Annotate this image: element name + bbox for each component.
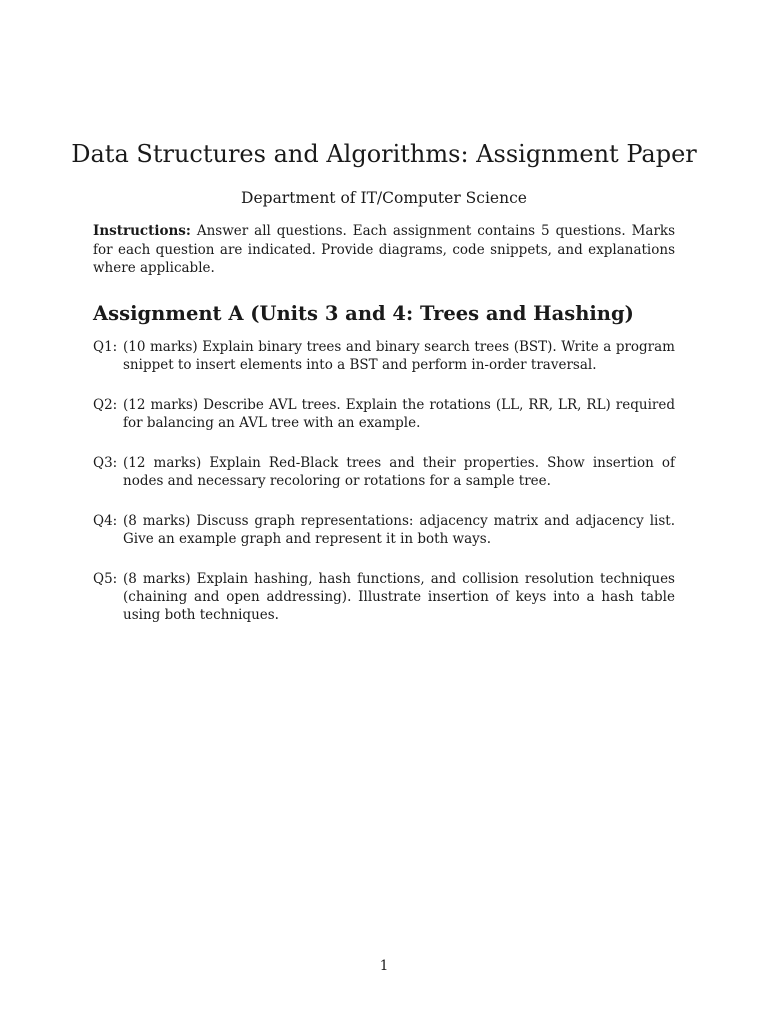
question-number: Q5: xyxy=(93,571,118,587)
question-text: (8 marks) Discuss graph representations: adjacency matrix and adjacency list. Give an example graph and represent it in both ways. xyxy=(123,513,675,547)
page-number: 1 xyxy=(379,958,389,974)
page-title: Data Structures and Algorithms: Assignment Paper xyxy=(71,140,697,168)
question-item-q3 xyxy=(93,454,675,490)
question-text: (8 marks) Explain hashing, hash functions, and collision resolution techniques (chaining and open addressing). Illustrate insertion of keys into a hash table using both techniques. xyxy=(123,571,675,623)
instructions-paragraph xyxy=(93,222,675,278)
question-text: (10 marks) Explain binary trees and binary search trees (BST). Write a program snippet to insert elements into a BST and perform in-order traversal. xyxy=(123,339,675,373)
question-list xyxy=(93,338,675,646)
question-item-q5 xyxy=(93,570,675,624)
question-number: Q2: xyxy=(93,397,118,413)
question-text: (12 marks) Describe AVL trees. Explain the rotations (LL, RR, LR, RL) required for balancing an AVL tree with an example. xyxy=(123,397,675,431)
question-number: Q3: xyxy=(93,455,118,471)
question-text: (12 marks) Explain Red-Black trees and their properties. Show insertion of nodes and necessary recoloring or rotations for a sample tree. xyxy=(123,455,675,489)
instructions-text: Answer all questions. Each assignment contains 5 questions. Marks for each question are indicated. Provide diagrams, code snippets, and explanations where applicable. xyxy=(93,223,675,276)
question-item-q4 xyxy=(93,512,675,548)
instructions-label: Instructions: xyxy=(93,223,191,239)
question-number: Q1: xyxy=(93,339,118,355)
question-item-q1 xyxy=(93,338,675,374)
question-number: Q4: xyxy=(93,513,118,529)
department-subtitle: Department of IT/Computer Science xyxy=(241,189,527,207)
question-item-q2 xyxy=(93,396,675,432)
section-heading: Assignment A (Units 3 and 4: Trees and Hashing) xyxy=(93,302,634,325)
